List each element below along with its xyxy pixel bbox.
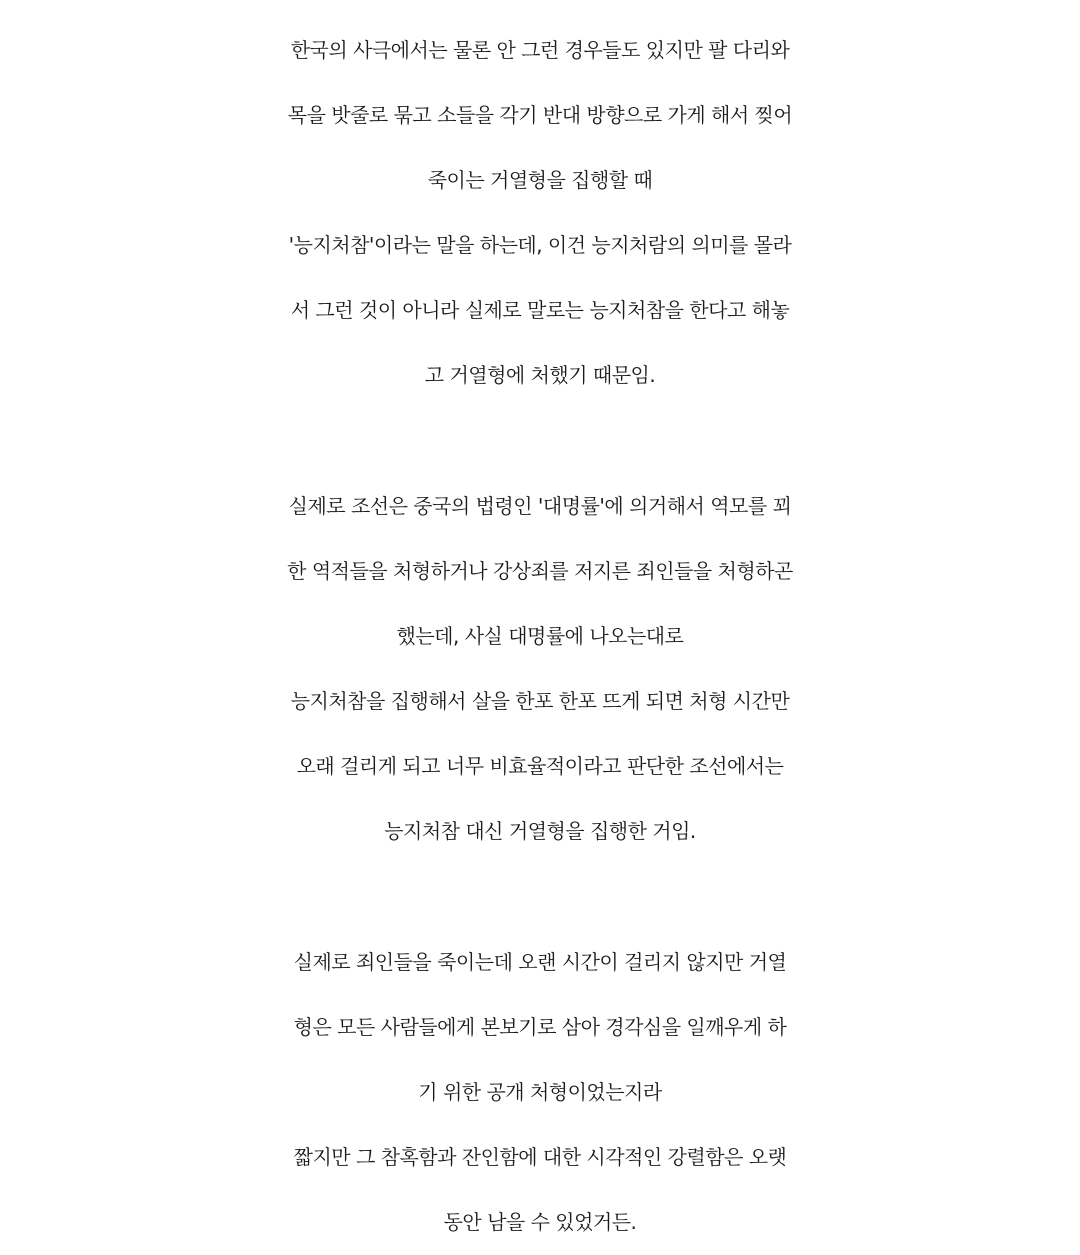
text-line: 오래 걸리게 되고 너무 비효율적이라고 판단한 조선에서는 — [296, 754, 784, 778]
paragraph-spacer — [0, 864, 1080, 930]
paragraph-3 — [0, 930, 1080, 1255]
text-line: 실제로 조선은 중국의 법령인 '대명률'에 의거해서 역모를 꾀 — [288, 494, 792, 518]
text-line: 했는데, 사실 대명률에 나오는대로 — [396, 624, 684, 648]
paragraph-spacer — [0, 408, 1080, 474]
text-line: 기 위한 공개 처형이었는지라 — [418, 1080, 662, 1104]
text-line: 짧지만 그 참혹함과 잔인함에 대한 시각적인 강렬함은 오랫 — [293, 1145, 787, 1169]
text-line: 동안 남을 수 있었거든. — [443, 1210, 637, 1234]
text-line: 한국의 사극에서는 물론 안 그런 경우들도 있지만 팔 다리와 — [290, 38, 790, 62]
text-line: 고 거열형에 처했기 때문임. — [424, 363, 656, 387]
paragraph-1 — [0, 18, 1080, 408]
text-line: 한 역적들을 처형하거나 강상죄를 저지른 죄인들을 처형하곤 — [287, 559, 793, 583]
text-line: 능지처참을 집행해서 살을 한포 한포 뜨게 되면 처형 시간만 — [290, 689, 790, 713]
text-line: 서 그런 것이 아니라 실제로 말로는 능지처참을 한다고 해놓 — [290, 298, 790, 322]
paragraph-2 — [0, 474, 1080, 864]
text-line: 목을 밧줄로 묶고 소들을 각기 반대 방향으로 가게 해서 찢어 — [287, 103, 793, 127]
text-line: 형은 모든 사람들에게 본보기로 삼아 경각심을 일깨우게 하 — [293, 1015, 787, 1039]
text-line: '능지처참'이라는 말을 하는데, 이건 능지처람의 의미를 몰라 — [288, 233, 792, 257]
text-line: 실제로 죄인들을 죽이는데 오랜 시간이 걸리지 않지만 거열 — [293, 950, 787, 974]
text-line: 죽이는 거열형을 집행할 때 — [427, 168, 653, 192]
text-line: 능지처참 대신 거열형을 집행한 거임. — [384, 819, 696, 843]
